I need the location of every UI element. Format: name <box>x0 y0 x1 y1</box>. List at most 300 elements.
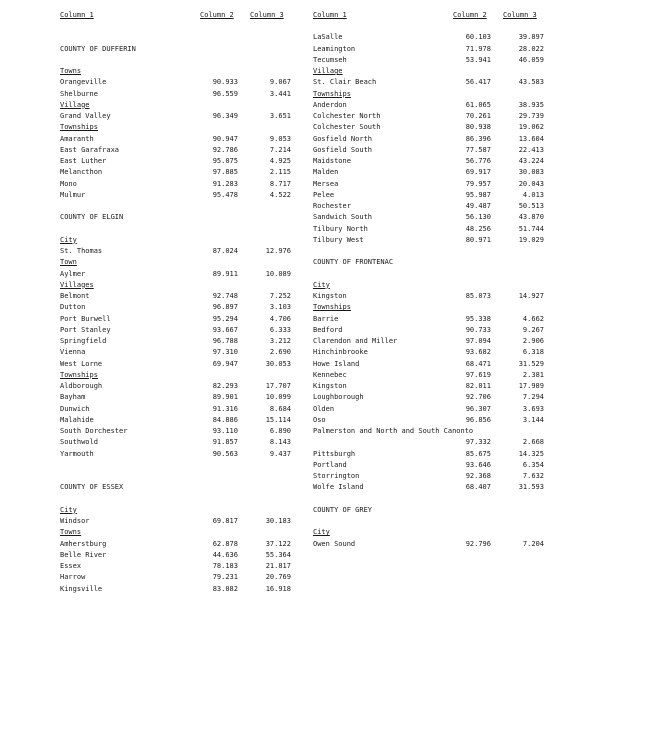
municipality-name: Mono <box>60 179 77 188</box>
municipality-name: East Luther <box>60 157 107 165</box>
municipality-name: Orangeville <box>60 78 107 87</box>
municipality-name: Aldborough <box>60 382 103 390</box>
municipality-name: Oso <box>313 415 326 424</box>
municipality-type-heading: City <box>313 280 330 289</box>
municipality-type-heading: Towns <box>60 528 82 537</box>
column-2-value: 97.094 <box>465 337 491 345</box>
municipality-name: Bayham <box>60 393 86 402</box>
municipality-name: Rochester <box>313 202 351 210</box>
table-row <box>313 201 545 212</box>
column-2-value: 86.396 <box>465 134 491 143</box>
table-row <box>313 415 545 426</box>
column-2-value: 49.487 <box>465 202 491 210</box>
table-row <box>60 449 292 460</box>
right-column <box>313 10 545 550</box>
municipality-name: Hinchinbrooke <box>313 348 368 357</box>
table-row <box>60 145 292 156</box>
column-2-value: 95.294 <box>212 314 238 323</box>
municipality-name: Windsor <box>60 517 90 525</box>
column-2-value: 97.619 <box>465 370 491 379</box>
table-row <box>60 359 292 370</box>
municipality-name: Wolfe Island <box>313 483 364 492</box>
table-row <box>313 314 545 325</box>
spacer <box>60 494 292 505</box>
municipality-name: Grand Valley <box>60 112 111 120</box>
municipality-name: Melancthon <box>60 168 103 177</box>
municipality-name: Leamington <box>313 44 356 53</box>
column-headers <box>313 10 545 21</box>
municipality-name: Vienna <box>60 348 86 357</box>
column-headers <box>60 10 292 21</box>
municipality-name: West Lorne <box>60 359 103 368</box>
column-3-value: 8.717 <box>269 179 291 188</box>
table-row <box>60 291 292 302</box>
table-row <box>60 167 292 178</box>
table-row <box>60 572 292 583</box>
column-3-value: 8.684 <box>269 404 291 413</box>
column-3-header: Column 3 <box>250 11 284 19</box>
municipality-name: St. Thomas <box>60 247 103 255</box>
table-row <box>60 302 292 313</box>
column-3-value: 9.053 <box>269 134 291 143</box>
column-2-header: Column 2 <box>200 11 234 19</box>
table-row <box>313 145 545 156</box>
table-row <box>313 460 545 471</box>
column-2-value: 79.957 <box>465 179 491 188</box>
column-2-value: 93.667 <box>212 325 238 334</box>
municipality-name <box>313 437 453 448</box>
municipality-name: Pelee <box>313 190 335 199</box>
column-2-value: 68.407 <box>465 483 491 492</box>
municipality-name: Palmerston and North and South Canonto <box>313 427 474 435</box>
municipality-name: Clarendon and Miller <box>313 337 398 345</box>
table-row <box>60 392 292 403</box>
column-2-value: 91.283 <box>212 179 238 188</box>
table-row <box>313 190 545 201</box>
municipality-type-heading: Towns <box>60 67 82 75</box>
column-2-value: 82.293 <box>212 382 238 390</box>
column-2-value: 62.878 <box>212 539 238 548</box>
table-row <box>313 100 545 111</box>
column-3-value: 3.144 <box>522 415 544 424</box>
column-3-value: 3.651 <box>269 112 291 120</box>
municipality-name: Aylmer <box>60 269 86 278</box>
spacer <box>60 55 292 66</box>
column-3-value: 2.381 <box>522 370 544 379</box>
column-2-value: 53.941 <box>465 55 491 64</box>
column-3-value: 55.364 <box>265 550 291 559</box>
left-column <box>60 10 292 595</box>
municipality-type-heading: Village <box>313 67 343 75</box>
column-2-value: 80.938 <box>465 123 491 132</box>
table-row <box>313 44 545 55</box>
municipality-name: Kingsville <box>60 584 103 593</box>
column-2-value: 96.349 <box>212 112 238 120</box>
column-1-header: Column 1 <box>60 11 94 19</box>
table-row <box>60 314 292 325</box>
column-3-value: 43.870 <box>518 213 544 222</box>
municipality-name: Amaranth <box>60 134 94 143</box>
column-2-value: 90.733 <box>465 325 491 334</box>
table-row <box>60 246 292 257</box>
column-2-value: 44.636 <box>212 550 238 559</box>
municipality-type-heading: City <box>60 505 77 514</box>
spacer <box>60 21 292 32</box>
municipality-name: Colchester North <box>313 112 381 120</box>
county-heading: COUNTY OF ESSEX <box>60 483 124 492</box>
column-3-value: 39.897 <box>518 33 544 42</box>
column-2-value: 92.796 <box>465 539 491 548</box>
column-3-value: 3.693 <box>522 404 544 413</box>
column-2-value: 69.817 <box>212 517 238 525</box>
municipality-name: Gosfield North <box>313 134 373 143</box>
municipality-name: Port Stanley <box>60 325 111 334</box>
municipality-name: Pittsburgh <box>313 449 356 458</box>
municipality-name: Colchester South <box>313 123 381 132</box>
column-2-value: 56.417 <box>465 78 491 87</box>
table-row <box>60 550 292 561</box>
municipality-name: Essex <box>60 562 82 570</box>
column-3-value: 43.224 <box>518 157 544 165</box>
column-3-value: 7.252 <box>269 292 291 300</box>
column-2-value: 93.646 <box>465 460 491 469</box>
municipality-name: Gosfield South <box>313 145 373 154</box>
table-row <box>60 190 292 201</box>
column-2-value: 95.478 <box>212 190 238 199</box>
table-row <box>313 482 545 493</box>
table-row <box>313 122 545 133</box>
municipality-name: Storrington <box>313 472 360 480</box>
column-2-value: 90.947 <box>212 134 238 143</box>
left-column-body <box>60 21 292 595</box>
table-row <box>313 437 545 448</box>
column-2-value: 78.183 <box>212 562 238 570</box>
table-row <box>313 336 545 347</box>
table-row <box>60 437 292 448</box>
municipality-type-heading: Townships <box>60 370 98 379</box>
municipality-type-heading: Townships <box>60 123 98 132</box>
table-row <box>313 325 545 336</box>
spacer <box>313 246 545 257</box>
column-2-value: 91.857 <box>212 438 238 447</box>
column-3-value: 6.333 <box>269 325 291 334</box>
column-2-value: 56.776 <box>465 157 491 165</box>
column-2-value: 82.011 <box>465 382 491 390</box>
column-2-value: 48.256 <box>465 224 491 233</box>
municipality-name: LaSalle <box>313 33 343 42</box>
column-3-value: 10.089 <box>265 269 291 278</box>
table-row <box>313 370 545 381</box>
spacer <box>60 224 292 235</box>
table-row <box>313 32 545 43</box>
municipality-name: Kingston <box>313 292 347 300</box>
municipality-name: Dutton <box>60 303 86 312</box>
table-row <box>313 426 545 437</box>
column-2-value: 92.706 <box>465 393 491 402</box>
spacer <box>313 21 545 32</box>
column-3-value: 7.204 <box>522 539 544 548</box>
column-3-value: 2.906 <box>522 337 544 345</box>
table-row <box>60 584 292 595</box>
column-3-value: 29.739 <box>518 112 544 120</box>
table-row <box>313 212 545 223</box>
column-2-value: 77.587 <box>465 145 491 154</box>
column-2-value: 97.885 <box>212 168 238 177</box>
column-2-value: 84.886 <box>212 415 238 424</box>
table-row <box>60 404 292 415</box>
table-row <box>313 291 545 302</box>
column-3-value: 30.083 <box>518 168 544 177</box>
column-2-value: 92.786 <box>212 145 238 154</box>
column-2-value: 80.971 <box>465 235 491 244</box>
table-row <box>313 359 545 370</box>
column-3-value: 21.817 <box>265 562 291 570</box>
table-row <box>313 55 545 66</box>
column-2-value: 90.563 <box>212 449 238 458</box>
municipality-name: Springfield <box>60 337 107 345</box>
column-2-value: 91.316 <box>212 404 238 413</box>
table-row <box>313 235 545 246</box>
municipality-type-heading: Villages <box>60 280 94 289</box>
municipality-name: Owen Sound <box>313 539 356 548</box>
municipality-name: Portland <box>313 460 347 469</box>
spacer <box>313 494 545 505</box>
municipality-name: Anderdon <box>313 100 347 109</box>
column-3-value: 12.976 <box>265 247 291 255</box>
municipality-name: Kingston <box>313 382 347 390</box>
municipality-type-heading: City <box>313 528 330 537</box>
table-row <box>313 381 545 392</box>
column-2-value: 90.933 <box>212 78 238 87</box>
table-row <box>60 561 292 572</box>
column-2-value: 96.856 <box>465 415 491 424</box>
county-heading: COUNTY OF ELGIN <box>60 213 124 222</box>
column-3-value: 2.690 <box>269 348 291 357</box>
spacer <box>60 201 292 212</box>
municipality-name: Malahide <box>60 415 94 424</box>
table-row <box>313 392 545 403</box>
column-3-value: 4.662 <box>522 314 544 323</box>
spacer <box>313 516 545 527</box>
table-row <box>313 179 545 190</box>
column-2-value: 93.110 <box>212 427 238 435</box>
table-row <box>60 111 292 122</box>
column-2-value: 96.897 <box>212 303 238 312</box>
municipality-name: Malden <box>313 168 339 177</box>
column-3-value: 4.013 <box>522 190 544 199</box>
column-3-value: 9.437 <box>269 449 291 458</box>
table-row <box>60 347 292 358</box>
column-3-value: 37.122 <box>265 539 291 548</box>
table-row <box>60 426 292 437</box>
municipality-name: Mulmur <box>60 190 86 199</box>
municipality-name: Dunwich <box>60 404 90 413</box>
municipality-name: Belmont <box>60 292 90 300</box>
municipality-name: Amherstburg <box>60 539 107 548</box>
municipality-name: Sandwich South <box>313 213 373 222</box>
column-3-value: 22.413 <box>518 145 544 154</box>
municipality-name: Bedford <box>313 325 343 334</box>
county-heading: COUNTY OF FRONTENAC <box>313 258 394 267</box>
column-3-value: 14.325 <box>518 449 544 458</box>
table-row <box>60 415 292 426</box>
municipality-type-heading: Townships <box>313 303 351 312</box>
column-2-value: 89.901 <box>212 393 238 402</box>
column-3-value: 17.707 <box>265 382 291 390</box>
column-3-value: 10.099 <box>265 393 291 402</box>
column-3-value: 4.522 <box>269 190 291 199</box>
municipality-name: Harrow <box>60 573 86 582</box>
column-2-value: 83.082 <box>212 584 238 593</box>
column-3-value: 31.529 <box>518 359 544 368</box>
column-2-value: 97.310 <box>212 348 238 357</box>
table-row <box>313 347 545 358</box>
column-3-value: 3.212 <box>269 337 291 345</box>
column-3-value: 7.214 <box>269 145 291 154</box>
municipality-type-heading: Village <box>60 100 90 109</box>
column-3-value: 9.067 <box>269 78 291 87</box>
column-3-value: 31.593 <box>518 483 544 492</box>
municipality-name: Howe Island <box>313 359 360 368</box>
column-2-value: 56.130 <box>465 213 491 222</box>
spacer <box>313 269 545 280</box>
table-row <box>60 539 292 550</box>
column-3-value: 46.059 <box>518 55 544 64</box>
column-3-value: 17.989 <box>518 382 544 390</box>
column-3-value: 30.053 <box>265 359 291 368</box>
column-1-header: Column 1 <box>313 11 347 19</box>
table-row <box>313 539 545 550</box>
column-3-value: 4.925 <box>269 157 291 165</box>
right-column-body <box>313 21 545 550</box>
column-2-value: 60.103 <box>465 33 491 42</box>
column-3-value: 6.890 <box>269 427 291 435</box>
municipality-name: South Dorchester <box>60 427 128 435</box>
column-3-value: 2.115 <box>269 168 291 177</box>
column-2-value: 95.075 <box>212 157 238 165</box>
column-3-value: 3.441 <box>269 89 291 98</box>
column-3-value: 20.043 <box>518 179 544 188</box>
municipality-name: Kennebec <box>313 370 347 379</box>
column-2-value: 95.987 <box>465 190 491 199</box>
municipality-type-heading: City <box>60 235 77 244</box>
column-2-value: 96.559 <box>212 89 238 98</box>
table-row <box>60 381 292 392</box>
municipality-type-heading: Town <box>60 258 77 267</box>
municipality-name: Mersea <box>313 179 339 188</box>
table-row <box>60 516 292 527</box>
table-row <box>60 269 292 280</box>
table-row <box>313 167 545 178</box>
column-2-value: 89.911 <box>212 269 238 278</box>
municipality-name: Belle River <box>60 550 107 559</box>
column-2-value: 61.065 <box>465 100 491 109</box>
column-3-value: 7.632 <box>522 472 544 480</box>
column-2-value: 70.261 <box>465 112 491 120</box>
table-row <box>60 134 292 145</box>
column-3-value: 4.706 <box>269 314 291 323</box>
column-2-value: 92.748 <box>212 292 238 300</box>
municipality-name: East Garafraxa <box>60 145 120 154</box>
table-row <box>60 77 292 88</box>
table-row <box>60 336 292 347</box>
column-3-value: 19.062 <box>518 123 544 132</box>
table-row <box>313 449 545 460</box>
municipality-name: Tilbury North <box>313 224 368 233</box>
column-2-value: 69.917 <box>465 168 491 177</box>
column-3-header: Column 3 <box>503 11 537 19</box>
column-3-value: 3.103 <box>269 303 291 312</box>
municipality-name: St. Clair Beach <box>313 78 377 87</box>
municipality-name: Barrie <box>313 314 339 323</box>
table-row <box>60 179 292 190</box>
column-2-value: 87.024 <box>212 247 238 255</box>
column-2-value: 97.332 <box>465 438 491 447</box>
table-row <box>313 404 545 415</box>
column-3-value: 15.114 <box>265 415 291 424</box>
table-row <box>313 224 545 235</box>
column-2-value: 96.788 <box>212 337 238 345</box>
municipality-name: Port Burwell <box>60 314 111 323</box>
column-2-value: 93.682 <box>465 348 491 357</box>
county-heading: COUNTY OF GREY <box>313 505 373 514</box>
column-3-value: 13.604 <box>518 134 544 143</box>
table-row <box>313 77 545 88</box>
column-3-value: 2.668 <box>522 438 544 447</box>
table-row <box>313 111 545 122</box>
municipality-name: Tecumseh <box>313 55 347 64</box>
column-3-value: 28.022 <box>518 44 544 53</box>
table-row <box>60 156 292 167</box>
spacer <box>60 460 292 471</box>
municipality-name: Maidstone <box>313 157 351 165</box>
municipality-name: Olden <box>313 404 335 413</box>
municipality-name: Yarmouth <box>60 449 94 458</box>
column-2-value: 79.231 <box>212 573 238 582</box>
municipality-name: Shelburne <box>60 89 98 98</box>
municipality-name: Loughborough <box>313 393 364 402</box>
column-3-value: 16.918 <box>265 584 291 593</box>
column-3-value: 9.267 <box>522 325 544 334</box>
table-row <box>60 325 292 336</box>
column-3-value: 43.583 <box>518 78 544 87</box>
column-3-value: 38.935 <box>518 100 544 109</box>
column-2-value: 96.307 <box>465 404 491 413</box>
municipality-name: Tilbury West <box>313 235 364 244</box>
column-2-header: Column 2 <box>453 11 487 19</box>
column-2-value: 85.073 <box>465 292 491 300</box>
table-row <box>60 89 292 100</box>
table-row <box>313 134 545 145</box>
column-2-value: 85.675 <box>465 449 491 458</box>
county-heading: COUNTY OF DUFFERIN <box>60 44 136 53</box>
column-3-value: 6.354 <box>522 460 544 469</box>
column-2-value: 69.947 <box>212 359 238 368</box>
column-2-value: 92.368 <box>465 472 491 480</box>
column-3-value: 51.744 <box>518 224 544 233</box>
column-3-value: 14.927 <box>518 292 544 300</box>
column-2-value: 68.471 <box>465 359 491 368</box>
column-3-value: 20.769 <box>265 573 291 582</box>
table-row <box>313 156 545 167</box>
column-3-value: 6.318 <box>522 348 544 357</box>
municipality-type-heading: Townships <box>313 89 351 98</box>
column-2-value: 95.338 <box>465 314 491 323</box>
municipality-name: Southwold <box>60 438 98 447</box>
column-3-value: 50.513 <box>518 202 544 210</box>
column-3-value: 7.294 <box>522 393 544 402</box>
column-3-value: 8.143 <box>269 438 291 447</box>
